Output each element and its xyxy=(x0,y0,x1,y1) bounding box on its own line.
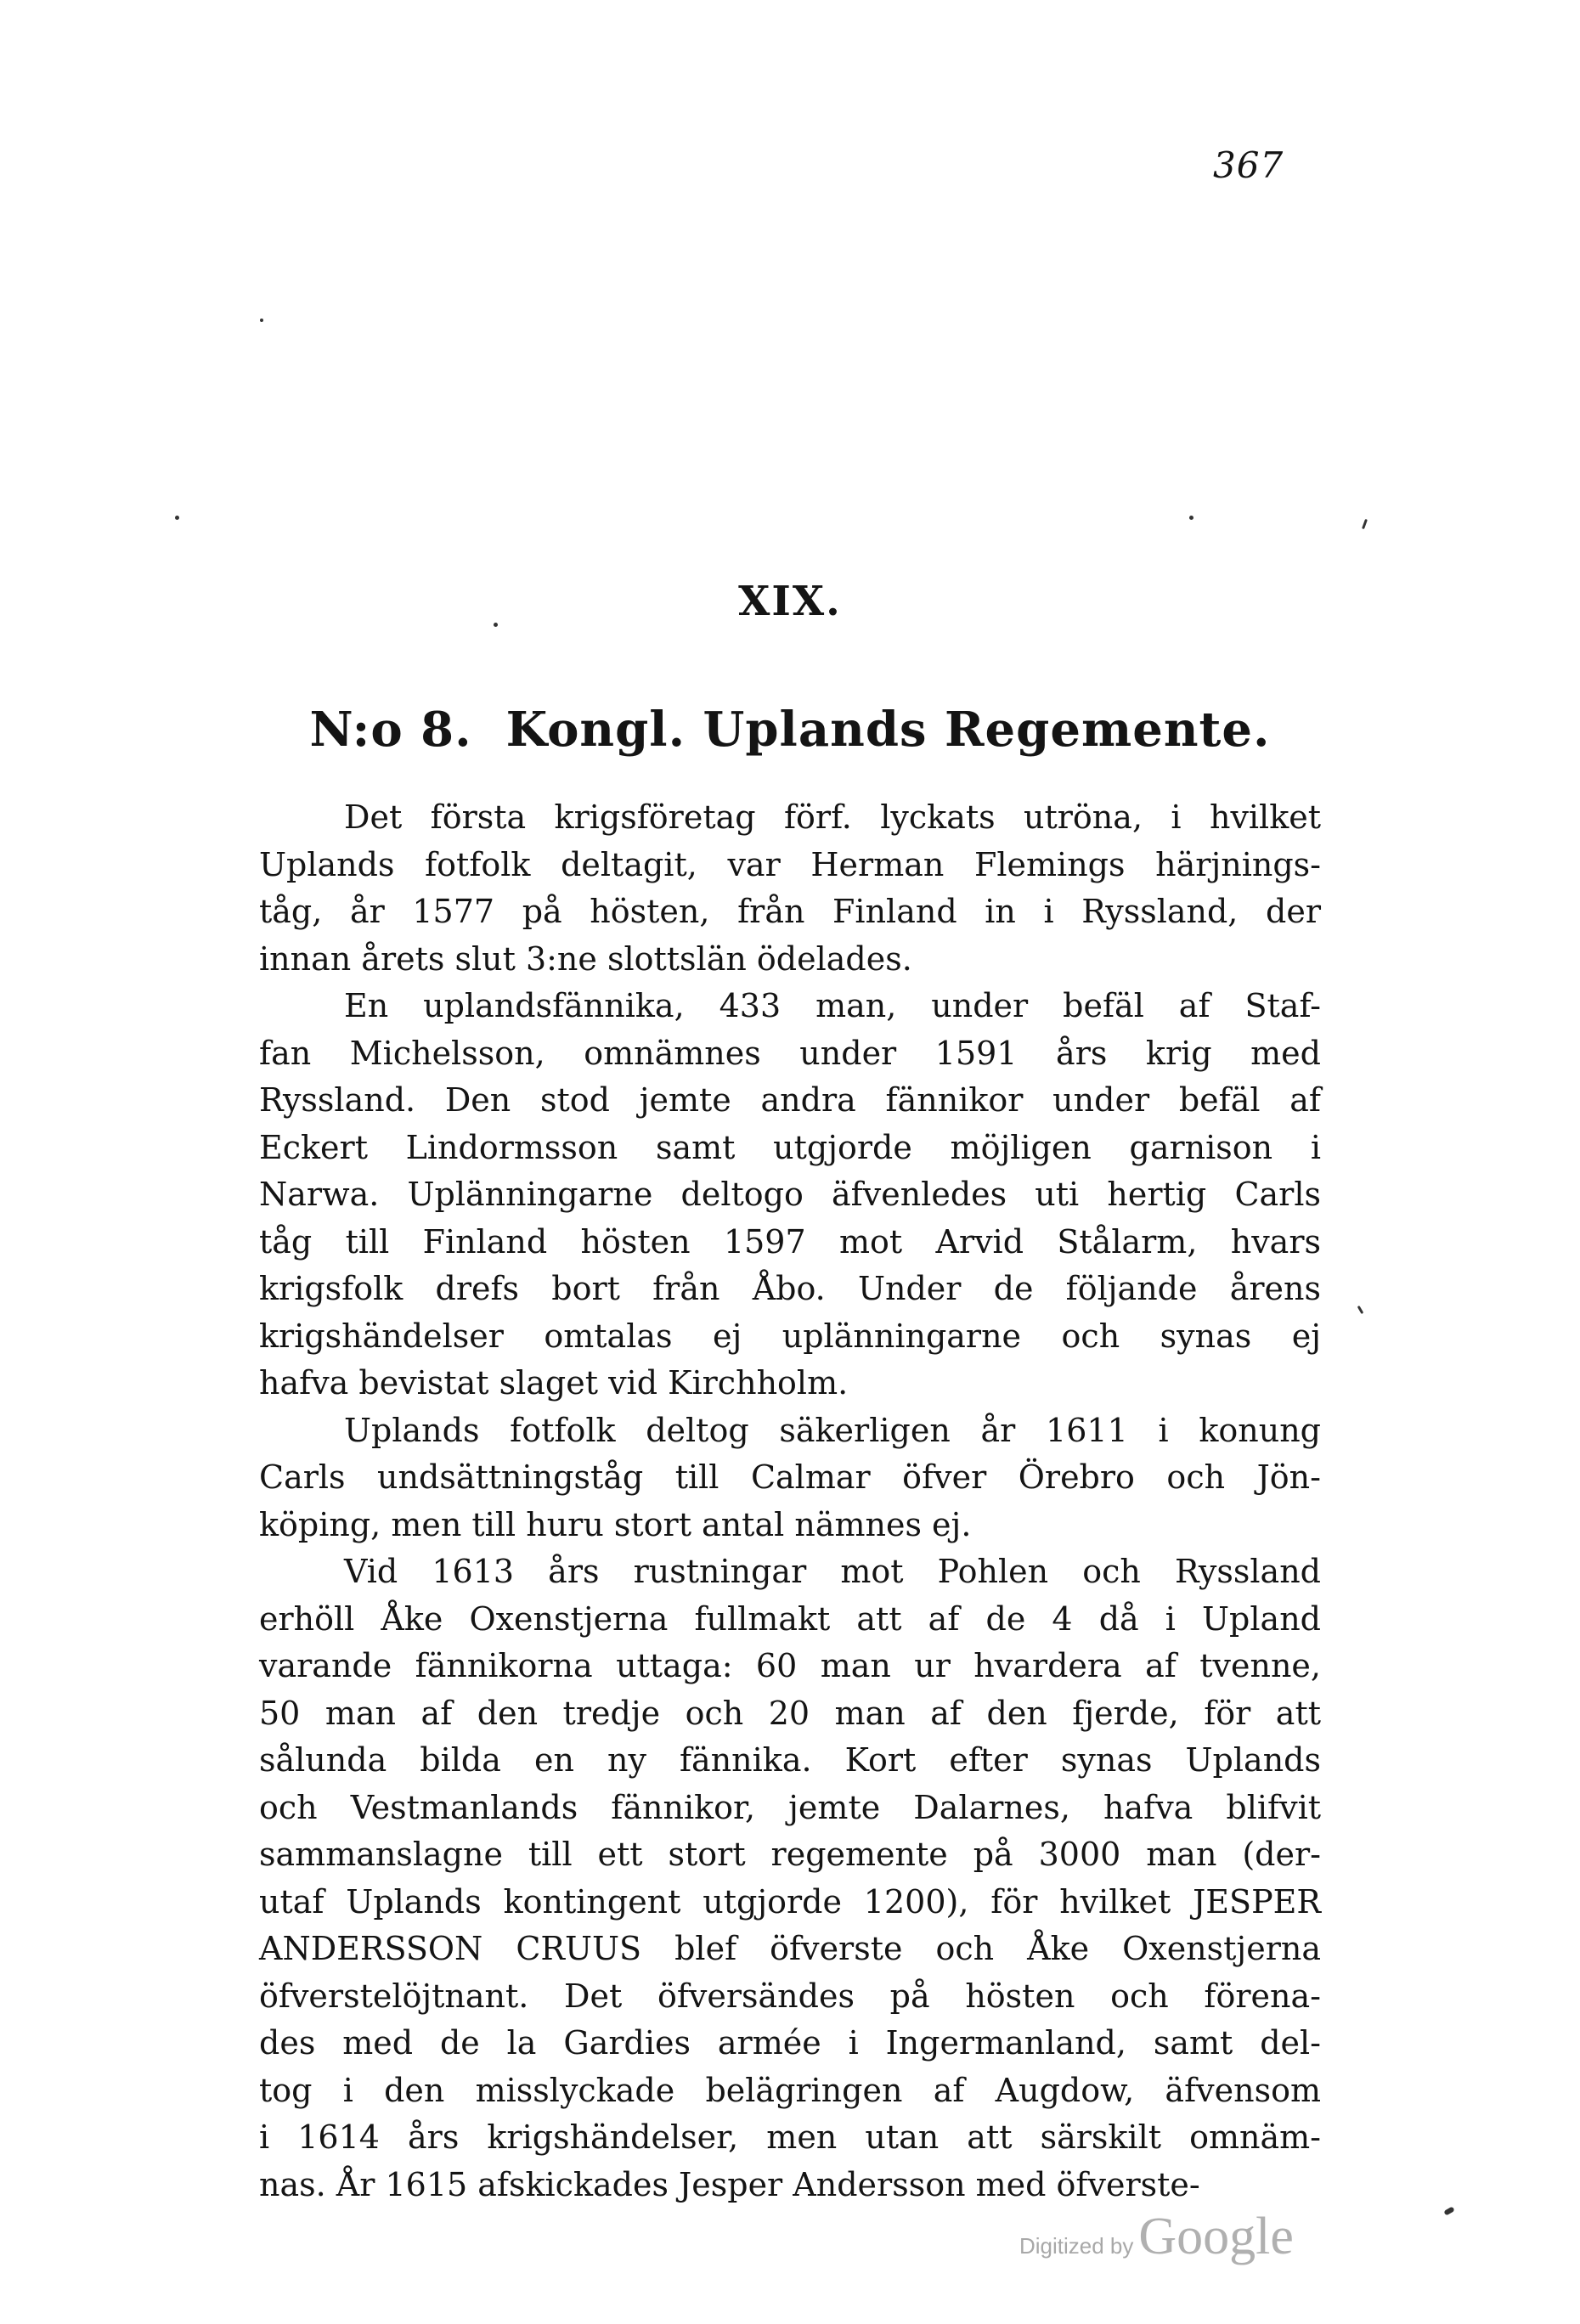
scan-speck xyxy=(1362,519,1368,529)
scan-speck xyxy=(1189,516,1193,520)
digitized-watermark xyxy=(1019,2207,1294,2267)
digitized-by-text: Digitized by xyxy=(1019,2233,1134,2259)
regiment-title xyxy=(0,702,1580,758)
text-line: tåg till Finland hösten 1597 mot Arvid Stålarm, hvars xyxy=(259,1222,1321,1261)
scan-speck xyxy=(175,516,179,520)
text-line: nas. År 1615 afskickades Jesper Andersson med öfverste- xyxy=(259,2165,1200,2203)
text-line: Uplands fotfolk deltog säkerligen år 1611 i konung xyxy=(344,1411,1321,1449)
text-line: Det första krigsföretag förf. lyckats utröna, i hvilket xyxy=(344,798,1321,836)
scan-speck xyxy=(1443,2206,1454,2215)
text-line: Vid 1613 års rustningar mot Pohlen och Ryssland xyxy=(344,1553,1321,1590)
scan-speck xyxy=(260,319,263,322)
text-line: och Vestmanlands fännikor, jemte Dalarnes, hafva blifvit xyxy=(259,1788,1321,1826)
text-line: hafva bevistat slaget vid Kirchholm. xyxy=(259,1364,849,1402)
google-logo: Google xyxy=(1138,2208,1294,2265)
text-line: i 1614 års krigshändelser, men utan att särskilt omnäm- xyxy=(259,2118,1321,2156)
text-line: krigshändelser omtalas ej uplänningarne och synas ej xyxy=(259,1317,1321,1355)
text-line: Carls undsättningståg till Calmar öfver Örebro och Jön- xyxy=(259,1458,1321,1496)
text-line: krigsfolk drefs bort från Åbo. Under de följande årens xyxy=(259,1270,1321,1307)
text-line: ANDERSSON CRUUS blef öfverste och Åke Oxenstjerna xyxy=(259,1930,1321,1967)
text-line: Uplands fotfolk deltagit, var Herman Flemings härjnings- xyxy=(259,845,1321,883)
text-line: tåg, år 1577 på hösten, från Finland in i Ryssland, der xyxy=(259,893,1321,930)
text-line: En uplandsfännika, 433 man, under befäl af Staf- xyxy=(344,987,1321,1024)
text-line: erhöll Åke Oxenstjerna fullmakt att af de 4 då i Upland xyxy=(259,1599,1321,1638)
regiment-number: N:o 8. xyxy=(309,702,472,758)
text-line: köping, men till huru stort antal nämnes ej. xyxy=(259,1505,972,1543)
text-line: tog i den misslyckade belägringen af Augdow, äfvensom xyxy=(259,2071,1321,2109)
chapter-heading: XIX. xyxy=(738,578,842,625)
text-line: Ryssland. Den stod jemte andra fännikor under befäl af xyxy=(259,1081,1321,1119)
text-line: sammanslagne till ett stort regemente på 3000 man (der- xyxy=(259,1836,1321,1873)
text-line: utaf Uplands kontingent utgjorde 1200), för hvilket JESPER xyxy=(259,1882,1321,1921)
scan-speck xyxy=(494,623,498,627)
text-line: sålunda bilda en ny fännika. Kort efter synas Uplands xyxy=(259,1741,1321,1779)
text-line: Narwa. Uplänningarne deltogo äfvenledes uti hertig Carls xyxy=(259,1176,1321,1213)
text-line: varande fännikorna uttaga: 60 man ur hvardera af tvenne, xyxy=(259,1647,1321,1684)
scan-speck xyxy=(1357,1306,1364,1314)
text-line: fan Michelsson, omnämnes under 1591 års krig med xyxy=(259,1034,1321,1072)
text-line: innan årets slut 3:ne slottslän ödelades. xyxy=(259,939,912,978)
text-line: 50 man af den tredje och 20 man af den fjerde, för att xyxy=(259,1694,1321,1732)
page-number: 367 xyxy=(1213,144,1284,186)
text-line: öfverstelöjtnant. Det öfversändes på hösten och förena- xyxy=(259,1977,1321,2015)
text-line: des med de la Gardies armée i Ingermanland, samt del- xyxy=(259,2024,1321,2062)
body-text xyxy=(259,794,1321,2208)
text-line: Eckert Lindormsson samt utgjorde möjligen garnison i xyxy=(259,1128,1321,1166)
regiment-name: Kongl. Uplands Regemente. xyxy=(505,702,1271,758)
